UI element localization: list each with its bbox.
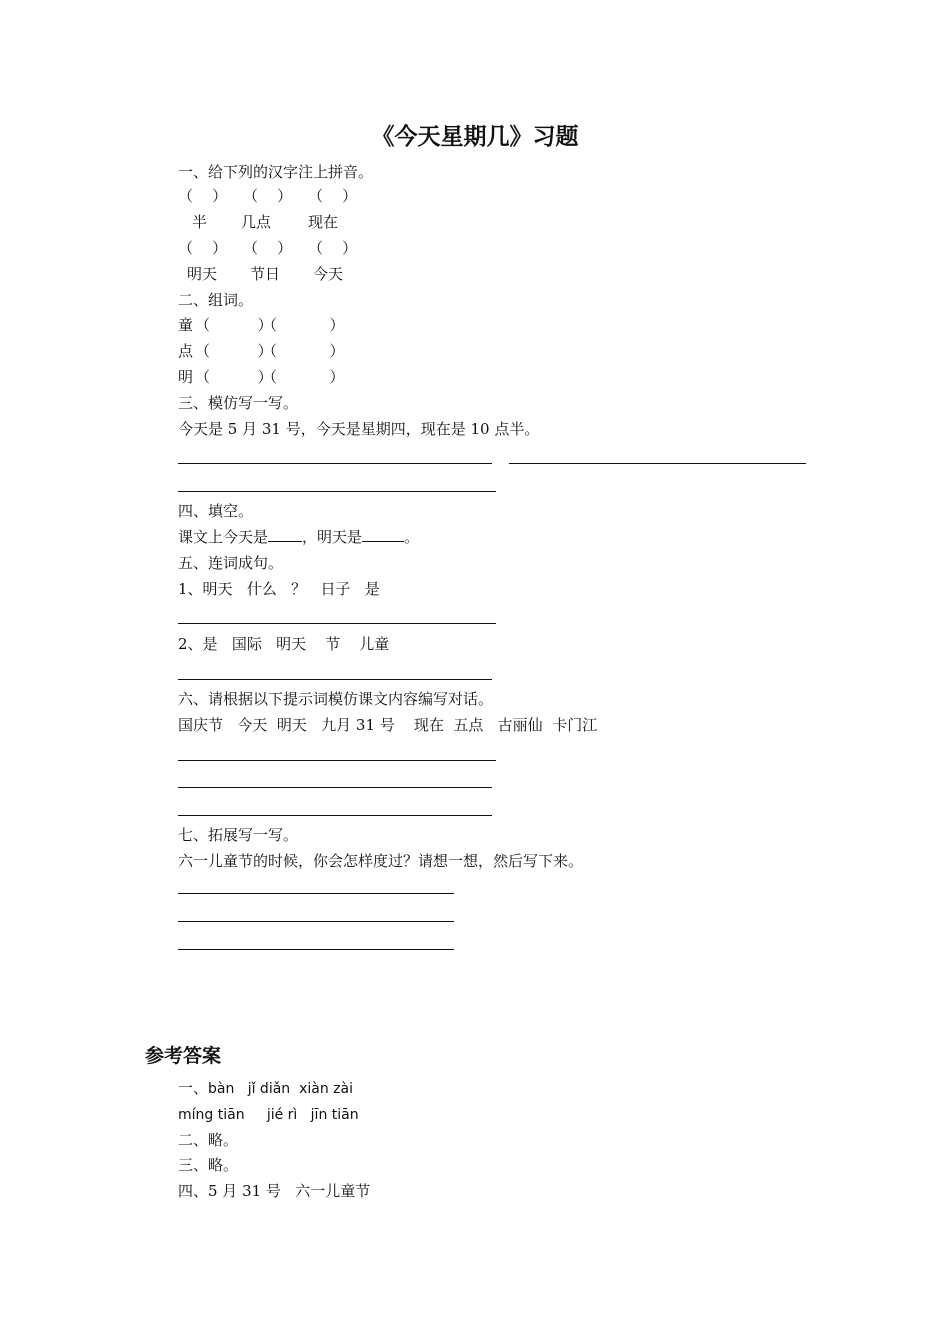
answer-line [178, 815, 492, 816]
q5-item-2: 2、是 国际 明天 节 儿童 [178, 635, 390, 653]
answer-line [178, 491, 496, 492]
q3-example: 今天是 5 月 31 号，今天是星期四，现在是 10 点半。 [178, 420, 540, 438]
q4-text-a: 课文上今天是 [178, 528, 269, 546]
q2-paren: （ ） [262, 342, 345, 360]
q2-char: 点 [178, 342, 194, 360]
answer-2: 二、略。 [178, 1131, 239, 1149]
q4-text-b: ，明天是 [302, 528, 363, 546]
q1-paren: （ ） [308, 187, 358, 205]
q1-paren: （ ） [243, 239, 293, 257]
q6-heading: 六、请根据以下提示词模仿课文内容编写对话。 [178, 690, 494, 708]
answer-4: 四、5 月 31 号 六一儿童节 [178, 1182, 371, 1200]
q5-item-1: 1、明天 什么 ？ 日子 是 [178, 580, 380, 598]
q1-word: 明天 [187, 265, 218, 283]
q1-word: 现在 [308, 213, 339, 231]
q2-paren: （ ） [195, 316, 273, 334]
q2-char: 童 [178, 316, 194, 334]
answer-line [178, 921, 454, 922]
q7-prompt: 六一儿童节的时候，你会怎样度过？请想一想，然后写下来。 [178, 852, 584, 870]
answer-line [178, 949, 454, 950]
q2-paren: （ ） [262, 316, 345, 334]
q1-word: 半 [192, 213, 208, 231]
q3-heading: 三、模仿写一写。 [178, 394, 299, 412]
answer-1-line-1 [178, 1078, 353, 1099]
answers-title: 参考答案 [145, 1045, 222, 1067]
q2-paren: （ ） [262, 368, 345, 386]
q1-paren: （ ） [178, 239, 228, 257]
q4-fill-sentence [178, 527, 419, 547]
q2-heading: 二、组词。 [178, 291, 254, 309]
q5-heading: 五、连词成句。 [178, 554, 284, 572]
q2-paren: （ ） [195, 342, 273, 360]
fill-blank [362, 527, 404, 542]
q2-paren: （ ） [195, 368, 273, 386]
q1-word: 今天 [313, 265, 344, 283]
q1-word: 几点 [241, 213, 272, 231]
q2-char: 明 [178, 368, 194, 386]
answer-line [178, 787, 492, 788]
q4-heading: 四、填空。 [178, 502, 254, 520]
answer-1-pinyin: bàn jǐ diǎn xiàn zài [208, 1081, 353, 1097]
q7-heading: 七、拓展写一写。 [178, 826, 299, 844]
answer-1-line-2: míng tiān jié rì jīn tiān [178, 1107, 359, 1123]
fill-blank [268, 527, 302, 542]
answer-line [178, 760, 496, 761]
answer-line [178, 463, 492, 464]
answer-line [178, 679, 492, 680]
q1-paren: （ ） [243, 187, 293, 205]
answer-line [509, 463, 806, 464]
q6-hints: 国庆节 今天 明天 九月 31 号 现在 五点 古丽仙 卡门江 [178, 716, 598, 734]
q1-paren: （ ） [308, 239, 358, 257]
answer-line [178, 623, 496, 624]
q1-heading: 一、给下列的汉字注上拼音。 [178, 163, 374, 181]
q1-paren: （ ） [178, 187, 228, 205]
answer-1-prefix: 一、 [178, 1079, 209, 1097]
page-title: 《今天星期几》习题 [371, 123, 579, 150]
answer-line [178, 893, 454, 894]
q4-text-c: 。 [404, 528, 420, 546]
answer-3: 三、略。 [178, 1156, 239, 1174]
q1-word: 节日 [250, 265, 281, 283]
